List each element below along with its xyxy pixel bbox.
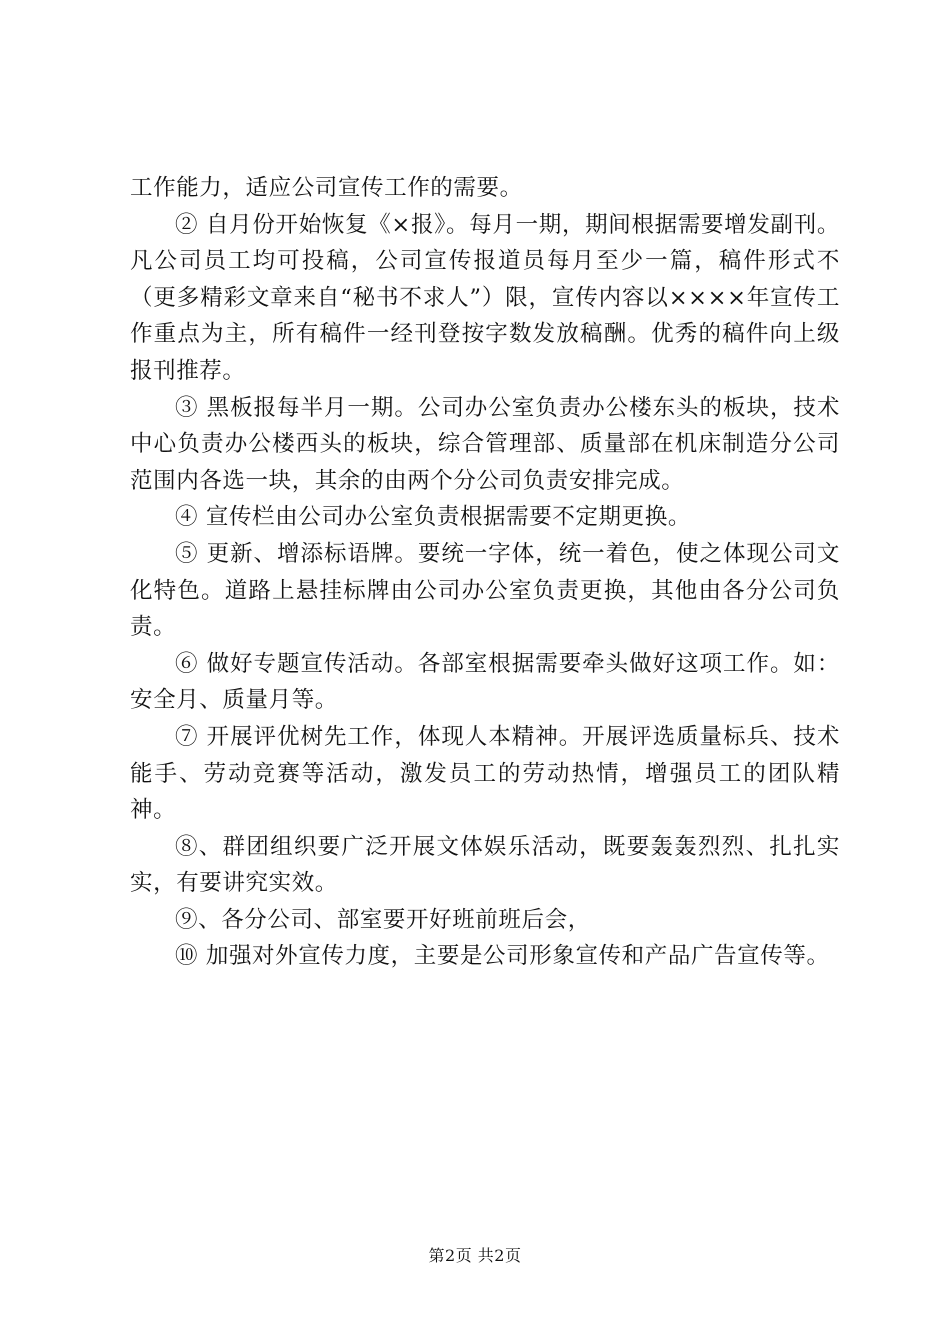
paragraph-item-7: ⑦ 开展评优树先工作，体现人本精神。开展评选质量标兵、技术能手、劳动竞赛等活动，激发员工的劳动热情，增强员工的团队精神。 [130, 723, 840, 824]
paragraph-item-6: ⑥ 做好专题宣传活动。各部室根据需要牵头做好这项工作。如：安全月、质量月等。 [130, 650, 840, 714]
paragraph-item-10: ⑩ 加强对外宣传力度，主要是公司形象宣传和产品广告宣传等。 [175, 943, 830, 970]
page-number-footer: 第2页 共2页 [428, 1246, 522, 1265]
paragraph-item-4: ④ 宣传栏由公司办公室负责根据需要不定期更换。 [175, 504, 691, 531]
paragraph-item-5: ⑤ 更新、增添标语牌。要统一字体，统一着色，使之体现公司文化特色。道路上悬挂标牌由公司办公室负责更换，其他由各分公司负责。 [130, 540, 840, 641]
paragraph-item-8: ⑧、群团组织要广泛开展文体娱乐活动，既要轰轰烈烈、扎扎实实，有要讲究实效。 [130, 833, 840, 897]
paragraph-item-2: ② 自月份开始恢复《×报》。每月一期，期间根据需要增发副刊。凡公司员工均可投稿，公司宣传报道员每月至少一篇，稿件形式不（更多精彩文章来自“秘书不求人”）限，宣传内容以××××年宣传工作重点为主，所有稿件一经刊登按字数发放稿酬。优秀的稿件向上级报刊推荐。 [130, 211, 840, 384]
paragraph-item-9: ⑨、各分公司、部室要开好班前班后会， [175, 906, 591, 933]
paragraph-continuation: 工作能力，适应公司宣传工作的需要。 [130, 175, 523, 201]
document-body [130, 170, 840, 975]
paragraph-item-3: ③ 黑板报每半月一期。公司办公室负责办公楼东头的板块，技术中心负责办公楼西头的板块，综合管理部、质量部在机床制造分公司范围内各选一块，其余的由两个分公司负责安排完成。 [130, 394, 840, 494]
